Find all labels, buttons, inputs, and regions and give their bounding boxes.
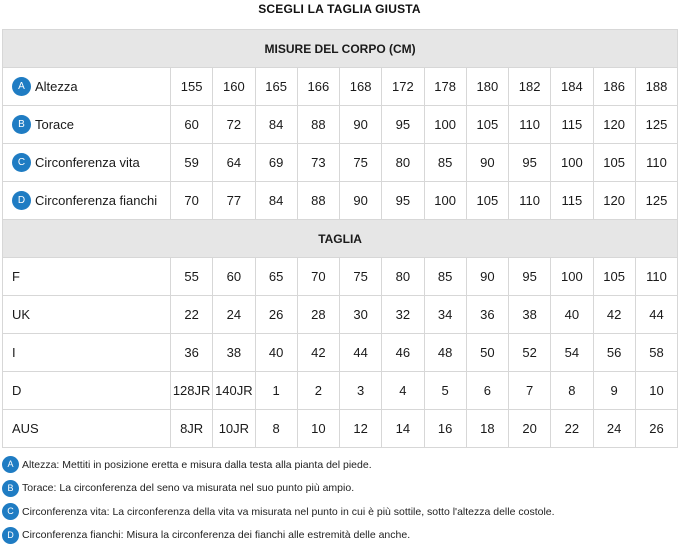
row-label-cell [3, 258, 171, 296]
value-cell: 36 [466, 296, 508, 334]
value-cell: 105 [466, 182, 508, 220]
value-cell: 58 [635, 334, 677, 372]
value-cell: 100 [424, 106, 466, 144]
value-cell: 105 [466, 106, 508, 144]
value-cell: 90 [340, 182, 382, 220]
value-cell: 28 [297, 296, 339, 334]
value-cell: 44 [635, 296, 677, 334]
body-measurements-header [3, 30, 678, 68]
letter-badge: D [12, 191, 31, 210]
value-cell: 184 [551, 68, 593, 106]
value-cell: 36 [171, 334, 213, 372]
value-cell: 65 [255, 258, 297, 296]
value-cell: 22 [551, 410, 593, 448]
value-cell: 16 [424, 410, 466, 448]
value-cell: 178 [424, 68, 466, 106]
value-cell: 44 [340, 334, 382, 372]
value-cell: 73 [297, 144, 339, 182]
value-cell: 75 [340, 144, 382, 182]
value-cell: 10 [635, 372, 677, 410]
value-cell: 1 [255, 372, 297, 410]
letter-badge: A [12, 77, 31, 96]
row-label-cell [3, 68, 171, 106]
table-row [3, 372, 678, 410]
row-label-cell [3, 410, 171, 448]
value-cell: 7 [509, 372, 551, 410]
value-cell: 120 [593, 182, 635, 220]
value-cell: 110 [635, 258, 677, 296]
value-cell: 90 [340, 106, 382, 144]
value-cell: 22 [171, 296, 213, 334]
value-cell: 72 [213, 106, 255, 144]
body-measurements-header-label: MISURE DEL CORPO (CM) [3, 30, 678, 68]
row-label-cell [3, 106, 171, 144]
value-cell: 42 [297, 334, 339, 372]
value-cell: 3 [340, 372, 382, 410]
value-cell: 115 [551, 106, 593, 144]
value-cell: 9 [593, 372, 635, 410]
value-cell: 8JR [171, 410, 213, 448]
page-title: SCEGLI LA TAGLIA GIUSTA [258, 2, 421, 16]
value-cell: 168 [340, 68, 382, 106]
value-cell: 84 [255, 106, 297, 144]
value-cell: 20 [509, 410, 551, 448]
value-cell: 120 [593, 106, 635, 144]
value-cell: 95 [382, 106, 424, 144]
value-cell: 77 [213, 182, 255, 220]
value-cell: 105 [593, 258, 635, 296]
size-chart-table [2, 29, 678, 448]
table-row [3, 410, 678, 448]
value-cell: 4 [382, 372, 424, 410]
size-header-label: TAGLIA [3, 220, 678, 258]
row-label-cell [3, 182, 171, 220]
row-label: Altezza [35, 79, 78, 94]
value-cell: 186 [593, 68, 635, 106]
value-cell: 85 [424, 144, 466, 182]
value-cell: 38 [509, 296, 551, 334]
value-cell: 30 [340, 296, 382, 334]
value-cell: 59 [171, 144, 213, 182]
value-cell: 48 [424, 334, 466, 372]
value-cell: 50 [466, 334, 508, 372]
value-cell: 155 [171, 68, 213, 106]
value-cell: 14 [382, 410, 424, 448]
letter-badge: B [2, 480, 19, 497]
value-cell: 95 [382, 182, 424, 220]
value-cell: 24 [213, 296, 255, 334]
table-row [3, 182, 678, 220]
value-cell: 75 [340, 258, 382, 296]
value-cell: 8 [255, 410, 297, 448]
footnote-text: Torace: La circonferenza del seno va misurata nel suo punto più ampio. [22, 482, 355, 495]
value-cell: 90 [466, 144, 508, 182]
value-cell: 42 [593, 296, 635, 334]
value-cell: 70 [171, 182, 213, 220]
row-label: Circonferenza fianchi [35, 193, 158, 208]
size-header [3, 220, 678, 258]
value-cell: 100 [551, 144, 593, 182]
value-cell: 125 [635, 182, 677, 220]
value-cell: 69 [255, 144, 297, 182]
row-label-cell [3, 334, 171, 372]
value-cell: 24 [593, 410, 635, 448]
row-label: F [12, 269, 20, 285]
value-cell: 128JR [171, 372, 213, 410]
value-cell: 88 [297, 106, 339, 144]
value-cell: 32 [382, 296, 424, 334]
value-cell: 10 [297, 410, 339, 448]
value-cell: 26 [255, 296, 297, 334]
letter-badge: B [12, 115, 31, 134]
value-cell: 40 [551, 296, 593, 334]
value-cell: 80 [382, 258, 424, 296]
value-cell: 12 [340, 410, 382, 448]
row-label: UK [12, 307, 31, 323]
value-cell: 55 [171, 258, 213, 296]
value-cell: 56 [593, 334, 635, 372]
row-label: Circonferenza vita [35, 155, 140, 170]
value-cell: 60 [171, 106, 213, 144]
row-label: I [12, 345, 16, 361]
footnotes [2, 453, 677, 544]
value-cell: 60 [213, 258, 255, 296]
footnote-text: Circonferenza fianchi: Misura la circonferenza dei fianchi alle estremità delle anche. [22, 529, 411, 542]
value-cell: 110 [509, 182, 551, 220]
value-cell: 105 [593, 144, 635, 182]
value-cell: 188 [635, 68, 677, 106]
value-cell: 100 [551, 258, 593, 296]
value-cell: 2 [297, 372, 339, 410]
value-cell: 110 [509, 106, 551, 144]
table-row [3, 296, 678, 334]
table-row [3, 68, 678, 106]
value-cell: 166 [297, 68, 339, 106]
value-cell: 90 [466, 258, 508, 296]
row-label: Torace [35, 117, 75, 132]
table-row [3, 144, 678, 182]
row-label-cell [3, 372, 171, 410]
value-cell: 6 [466, 372, 508, 410]
value-cell: 88 [297, 182, 339, 220]
value-cell: 34 [424, 296, 466, 334]
letter-badge: D [2, 527, 19, 544]
letter-badge: C [12, 153, 31, 172]
value-cell: 165 [255, 68, 297, 106]
value-cell: 182 [509, 68, 551, 106]
footnote [2, 453, 677, 477]
footnote [2, 477, 677, 501]
value-cell: 115 [551, 182, 593, 220]
row-label-cell [3, 296, 171, 334]
value-cell: 38 [213, 334, 255, 372]
value-cell: 40 [255, 334, 297, 372]
footnote-text: Altezza: Mettiti in posizione eretta e misura dalla testa alla pianta del piede. [22, 458, 372, 471]
value-cell: 5 [424, 372, 466, 410]
value-cell: 54 [551, 334, 593, 372]
letter-badge: A [2, 456, 19, 473]
value-cell: 95 [509, 144, 551, 182]
value-cell: 64 [213, 144, 255, 182]
value-cell: 8 [551, 372, 593, 410]
footnote-text: Circonferenza vita: La circonferenza della vita va misurata nel punto in cui è più sottile, sotto l'altezza delle costole. [22, 505, 555, 518]
table-row [3, 334, 678, 372]
value-cell: 95 [509, 258, 551, 296]
value-cell: 172 [382, 68, 424, 106]
footnote [2, 500, 677, 524]
row-label: D [12, 383, 22, 399]
table-row [3, 106, 678, 144]
row-label: AUS [12, 421, 39, 437]
value-cell: 160 [213, 68, 255, 106]
value-cell: 85 [424, 258, 466, 296]
value-cell: 125 [635, 106, 677, 144]
value-cell: 46 [382, 334, 424, 372]
value-cell: 26 [635, 410, 677, 448]
value-cell: 52 [509, 334, 551, 372]
value-cell: 70 [297, 258, 339, 296]
value-cell: 110 [635, 144, 677, 182]
row-label-cell [3, 144, 171, 182]
value-cell: 140JR [213, 372, 255, 410]
value-cell: 80 [382, 144, 424, 182]
value-cell: 84 [255, 182, 297, 220]
footnote [2, 524, 677, 544]
value-cell: 180 [466, 68, 508, 106]
value-cell: 100 [424, 182, 466, 220]
table-row [3, 258, 678, 296]
value-cell: 10JR [213, 410, 255, 448]
value-cell: 18 [466, 410, 508, 448]
letter-badge: C [2, 503, 19, 520]
